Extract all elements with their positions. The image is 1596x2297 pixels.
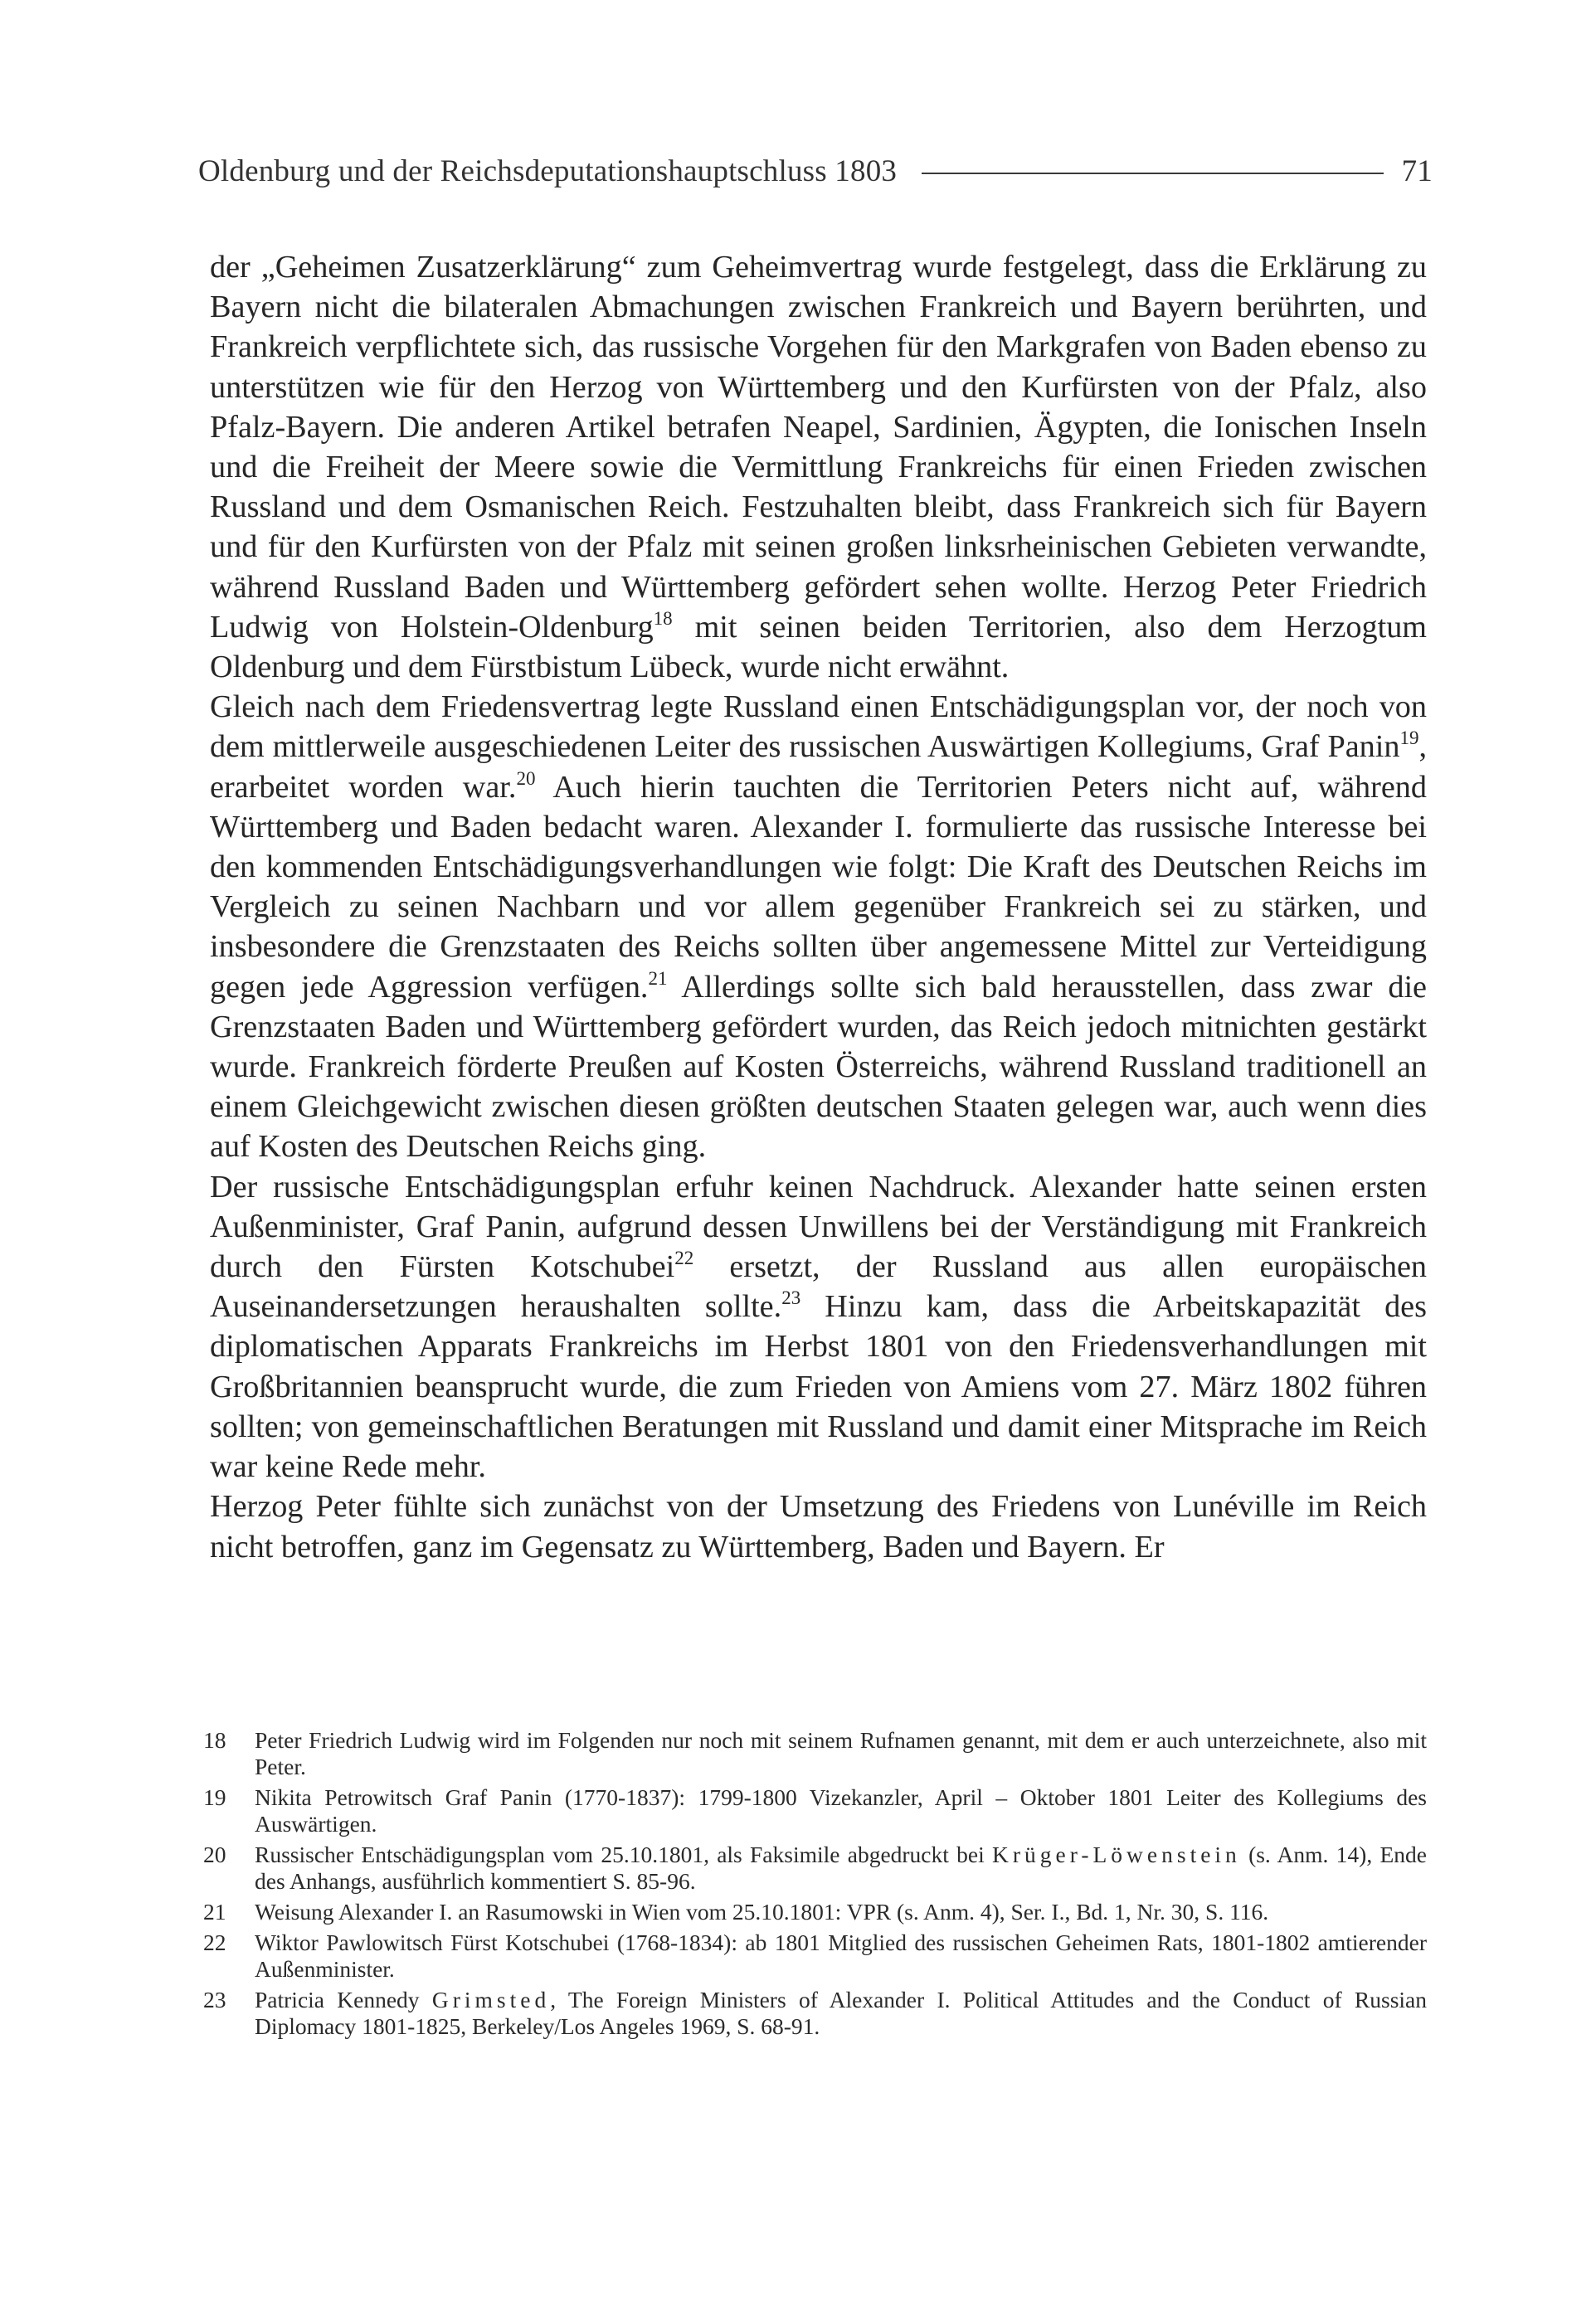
footnote-22 <box>203 1930 1427 1983</box>
text-run: Patricia Kennedy <box>255 1987 432 2012</box>
text-run: , erarbeitet worden war. <box>210 729 1427 805</box>
footnote-ref-20[interactable]: 20 <box>516 767 536 789</box>
paragraph-3 <box>210 1167 1427 1487</box>
text-run: Russischer Entschädigungsplan vom 25.10.1801, als Faksimile abgedruckt bei <box>255 1842 993 1867</box>
footnote-number: 18 <box>203 1727 226 1753</box>
footnote-text: Weisung Alexander I. an Rasumowski in Wien vom 25.10.1801: VPR (s. Anm. 4), Ser. I., Bd. 1, Nr. 30, S. 116. <box>255 1899 1269 1925</box>
running-title: Oldenburg und der Reichsdeputationshauptschluss 1803 <box>198 153 898 188</box>
footnote-19 <box>203 1784 1427 1837</box>
text-run: , The Foreign Ministers of Alexander I. Political Attitudes and the Conduct of Russian Diplomacy 1801-1825, Berkeley/Los Angeles 1969, S. 68-91. <box>255 1987 1428 2039</box>
author-name: Grimsted <box>431 1987 551 2012</box>
author-name: Krüger-Löwenstein <box>992 1842 1241 1867</box>
footnote-number: 21 <box>203 1899 226 1925</box>
running-header <box>198 146 1433 196</box>
footnote-number: 22 <box>203 1930 226 1955</box>
header-rule <box>922 173 1383 174</box>
paragraph-1 <box>210 247 1427 687</box>
main-text <box>210 247 1427 1567</box>
footnote-ref-23[interactable]: 23 <box>781 1287 801 1309</box>
footnote-ref-21[interactable]: 21 <box>648 967 668 989</box>
text-run: (s. Anm. 14), Ende des Anhangs, ausführlich kommentiert S. 85-96. <box>255 1842 1427 1894</box>
footnote-ref-19[interactable]: 19 <box>1399 728 1419 749</box>
text-run: ersetzt, der Russland aus allen europäischen Auseinandersetzungen heraushalten sollte. <box>210 1249 1427 1325</box>
text-run: Auch hierin tauchten die Territorien Peters nicht auf, während Württemberg und Baden bedacht waren. Alexander I. formulierte das russische Interesse bei den kommenden Entschädigungsverhandlungen wie folgt: Die Kraft des Deutschen Reichs im Vergleich zu seinen Nachbarn und vor allem gegenüber Frankreich sei zu stärken, und insbesondere die Grenzstaaten des Reichs sollten über angemessene Mittel zur Verteidigung gegen jede Aggression verfügen. <box>210 769 1427 1005</box>
footnote-text <box>255 1842 1427 1895</box>
text-run: Allerdings sollte sich bald herausstellen, dass zwar die Grenzstaaten Baden und Württemberg gefördert wurden, das Reich jedoch mitnichten gestärkt wurde. Frankreich förderte Preußen auf Kosten Österreichs, während Russland traditionell an einem Gleichgewicht zwischen diesen größten deutschen Staaten gelegen war, auch wenn dies auf Kosten des Deutschen Reichs ging. <box>210 969 1428 1165</box>
footnote-text: Nikita Petrowitsch Graf Panin (1770-1837): 1799-1800 Vizekanzler, April – Oktober 1801 Leiter des Kollegiums des Auswärtigen. <box>255 1784 1427 1837</box>
footnote-20 <box>203 1842 1427 1895</box>
footnote-21 <box>203 1899 1427 1925</box>
page-number: 71 <box>1401 153 1433 188</box>
footnote-number: 23 <box>203 1987 226 2012</box>
text-run: der „Geheimen Zusatzerklärung“ zum Geheimvertrag wurde festgelegt, dass die Erklärung zu Bayern nicht die bilateralen Abmachungen zwischen Frankreich und Bayern berührten, und Frankreich verpflichtete sich, das russische Vorgehen für den Markgrafen von Baden ebenso zu unterstützen wie für den Herzog von Württemberg und den Kurfürsten von der Pfalz, also Pfalz-Bayern. Die anderen Artikel betrafen Neapel, Sardinien, Ägypten, die Ionischen Inseln und die Freiheit der Meere sowie die Vermittlung Frankreichs für einen Frieden zwischen Russland und dem Osmanischen Reich. Festzuhalten bleibt, dass Frankreich sich für Bayern und für den Kurfürsten von der Pfalz mit seinen großen linksrheinischen Gebieten verwandte, während Russland Baden und Württemberg gefördert sehen wollte. Herzog Peter Friedrich Ludwig von Holstein-Oldenburg <box>210 250 1427 645</box>
text-run: mit seinen beiden Territorien, also dem Herzogtum Oldenburg und dem Fürstbistum Lübeck, wurde nicht erwähnt. <box>210 609 1427 685</box>
footnote-23 <box>203 1987 1427 2040</box>
footnote-number: 20 <box>203 1842 226 1867</box>
text-run: Der russische Entschädigungsplan erfuhr keinen Nachdruck. Alexander hatte seinen ersten Außenminister, Graf Panin, aufgrund dessen Unwillens bei der Verständigung mit Frankreich durch den Fürsten Kotschubei <box>210 1169 1427 1285</box>
footnote-ref-22[interactable]: 22 <box>674 1248 694 1269</box>
text-run: Hinzu kam, dass die Arbeitskapazität des diplomatischen Apparats Frankreichs im Herbst 1801 von den Friedensverhandlungen mit Großbritannien beansprucht wurde, die zum Frieden von Amiens vom 27. März 1802 führen sollten; von gemeinschaftlichen Beratungen mit Russland und damit einer Mitsprache im Reich war keine Rede mehr. <box>210 1289 1427 1485</box>
footnote-18 <box>203 1727 1427 1780</box>
footnote-text <box>255 1987 1427 2040</box>
footnotes-section <box>203 1727 1427 2044</box>
footnote-text: Peter Friedrich Ludwig wird im Folgenden nur noch mit seinem Rufnamen genannt, mit dem er auch unterzeichnete, also mit Peter. <box>255 1727 1427 1779</box>
paragraph-2 <box>210 687 1427 1166</box>
footnote-number: 19 <box>203 1784 226 1810</box>
text-run: Gleich nach dem Friedensvertrag legte Russland einen Entschädigungsplan vor, der noch von dem mittlerweile ausgeschiedenen Leiter des russischen Auswärtigen Kollegiums, Graf Panin <box>210 689 1427 765</box>
footnote-ref-18[interactable]: 18 <box>653 607 673 629</box>
footnote-text: Wiktor Pawlowitsch Fürst Kotschubei (1768-1834): ab 1801 Mitglied des russischen Geheimen Rats, 1801-1802 amtierender Außenminister. <box>255 1930 1427 1982</box>
paragraph-4: Herzog Peter fühlte sich zunächst von der Umsetzung des Friedens von Lunéville im Reich nicht betroffen, ganz im Gegensatz zu Württemberg, Baden und Bayern. Er <box>210 1489 1427 1565</box>
